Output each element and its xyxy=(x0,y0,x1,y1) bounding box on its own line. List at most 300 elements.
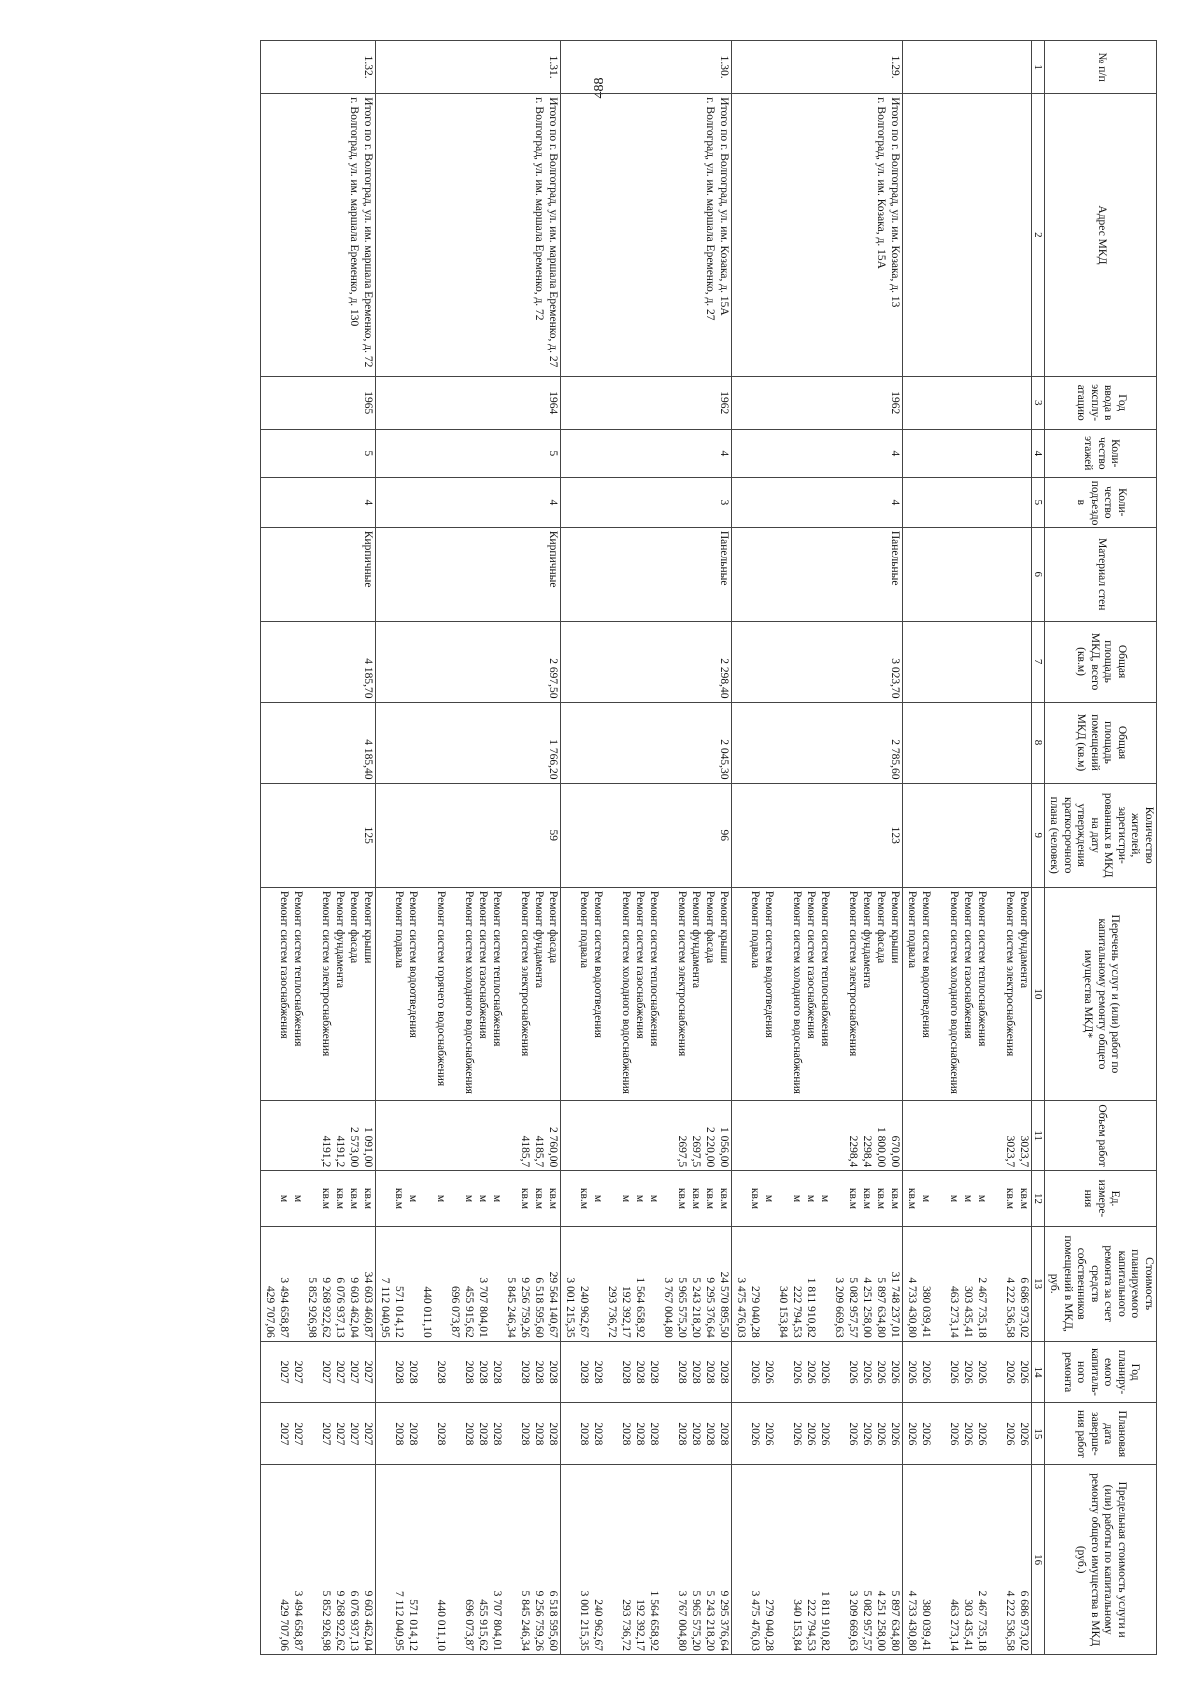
entrances: 4 xyxy=(731,477,902,527)
work-cost-line: 3 475 476,03 xyxy=(734,1277,747,1338)
work-cost-line: 571 014,12 xyxy=(392,1285,405,1338)
residents: 59 xyxy=(375,783,560,887)
work-name-line: Ремонт систем газоснабжения xyxy=(633,890,646,1039)
work-unit-line: м xyxy=(277,1194,290,1203)
repair-year-line: 2028 xyxy=(647,1360,660,1384)
header-residents: Количество жителей, зарегистри- рованных в МКД на дату утверждения краткосрочного плана (человек) xyxy=(1045,783,1157,887)
work-cost-line: 5 082 957,57 xyxy=(846,1277,859,1338)
work-cost-line: 9 268 922,62 xyxy=(319,1277,332,1338)
address-cell xyxy=(902,94,1031,376)
work-unit-line: кв.м xyxy=(703,1187,716,1210)
column-number: 12 xyxy=(1031,1171,1045,1226)
work-cost-line: 303 435,41 xyxy=(961,1285,974,1338)
column-number: 1 xyxy=(1031,41,1045,94)
limit-cost-line xyxy=(988,1468,1002,1651)
repair-year-line: 2026 xyxy=(762,1360,775,1384)
row-number: 1.30. xyxy=(560,41,731,94)
work-volume-line xyxy=(988,1104,1002,1167)
header-address: Адрес МКД xyxy=(1045,94,1157,376)
end-date-line: 2028 xyxy=(689,1422,702,1446)
limit-cost-line: 4 251 258,00 xyxy=(874,1590,887,1651)
work-unit-line: м xyxy=(476,1194,489,1203)
work-unit xyxy=(560,1171,731,1226)
work-volume-line: 3023,7 xyxy=(1003,1135,1016,1168)
work-unit-line xyxy=(988,1174,1002,1222)
work-unit-line: м xyxy=(762,1194,775,1203)
work-unit-line: м xyxy=(961,1194,974,1203)
work-unit-line: м xyxy=(919,1194,932,1203)
work-name-line: Ремонт фундамента xyxy=(860,890,873,989)
area-total: 2 697,50 xyxy=(375,621,560,702)
work-cost-line: 4 733 430,80 xyxy=(905,1277,918,1338)
work-name-line: Ремонт систем холодного водоснабжения xyxy=(790,890,803,1094)
work-volume-line xyxy=(590,1104,604,1167)
work-unit xyxy=(731,1171,902,1226)
work-unit-line: м xyxy=(947,1194,960,1203)
column-number: 11 xyxy=(1031,1100,1045,1170)
work-cost-line: 6 518 595,60 xyxy=(532,1277,545,1338)
work-cost-line: 3 209 669,63 xyxy=(832,1277,845,1338)
work-name-line: Ремонт фундамента xyxy=(689,890,702,989)
header-floors: Коли- чество этажей xyxy=(1045,429,1157,477)
work-name-line: Ремонт систем теплоснабжения xyxy=(647,890,660,1047)
work-cost-line: 9 256 759,26 xyxy=(518,1277,531,1338)
work-volume-line: 2298,4 xyxy=(860,1135,873,1168)
repair-year-line: 2028 xyxy=(675,1360,688,1384)
limit-cost-line: 696 073,87 xyxy=(462,1599,475,1651)
repair-year-line: 2026 xyxy=(961,1360,974,1384)
work-unit-line: м xyxy=(790,1194,803,1203)
work-name-line: Ремонт фундамента xyxy=(333,890,346,989)
work-name-line: Ремонт фасада xyxy=(703,890,716,964)
work-volume-line: 2 220,00 xyxy=(703,1127,716,1168)
floors: 5 xyxy=(375,429,560,477)
work-cost xyxy=(731,1226,902,1341)
repair-year-line xyxy=(304,1345,318,1400)
limit-cost-line: 3 209 669,63 xyxy=(846,1590,859,1651)
repair-year-line: 2026 xyxy=(818,1360,831,1384)
limit-cost-line: 6 686 973,02 xyxy=(1017,1590,1030,1651)
repair-year-line: 2026 xyxy=(888,1360,901,1384)
work-unit-line: м xyxy=(804,1194,817,1203)
address-cell xyxy=(375,94,560,376)
end-date-line xyxy=(660,1406,674,1461)
work-cost-line: 1 564 658,92 xyxy=(633,1277,646,1338)
limit-cost-line: 5 243 218,20 xyxy=(703,1590,716,1651)
repair-year-line xyxy=(831,1345,845,1400)
end-date-line: 2028 xyxy=(717,1422,730,1446)
work-name-line: Ремонт систем газоснабжения xyxy=(277,890,290,1039)
work-cost-line xyxy=(290,1230,304,1338)
work-cost-line: 5 897 634,80 xyxy=(874,1277,887,1338)
end-date-line: 2026 xyxy=(846,1422,859,1446)
work-cost-line: 5 243 218,20 xyxy=(689,1277,702,1338)
limit-cost-line: 2 467 735,18 xyxy=(975,1590,988,1651)
header-end-date: Плановая дата заверше- ния работ xyxy=(1045,1403,1157,1465)
work-unit-line: кв.м xyxy=(689,1187,702,1210)
repair-year-line: 2028 xyxy=(406,1360,419,1384)
column-number: 15 xyxy=(1031,1403,1045,1465)
limit-cost-line: 9 256 759,26 xyxy=(532,1590,545,1651)
repair-year-line: 2028 xyxy=(546,1360,559,1384)
end-date-line: 2027 xyxy=(291,1422,304,1446)
address-cell xyxy=(731,94,902,376)
work-cost-line: 293 736,72 xyxy=(605,1285,618,1338)
work-unit-line: м xyxy=(619,1194,632,1203)
header-limit-cost: Предельная стоимость услуги и (или) работы по капитальному ремонту общего имущества в МКД (руб.) xyxy=(1045,1465,1157,1655)
repair-year xyxy=(260,1341,375,1403)
work-unit-line: м xyxy=(818,1194,831,1203)
end-date-line: 2028 xyxy=(619,1422,632,1446)
work-unit-line: кв.м xyxy=(319,1187,332,1210)
work-name-line: Ремонт крыши xyxy=(888,890,901,964)
limit-cost-line: 9 295 376,64 xyxy=(717,1590,730,1651)
limit-cost-line: 4 733 430,80 xyxy=(905,1590,918,1651)
work-volume-line: 3023,7 xyxy=(1017,1135,1030,1168)
limit-cost-line: 6 076 937,13 xyxy=(347,1590,360,1651)
work-cost-line: 7 112 040,95 xyxy=(378,1277,391,1338)
repair-year-line: 2026 xyxy=(748,1360,761,1384)
header-entrances: Коли- чество подъездо в xyxy=(1045,477,1157,527)
work-unit-line: кв.м xyxy=(361,1187,374,1210)
page-number: 488 xyxy=(592,77,607,99)
column-number: 6 xyxy=(1031,527,1045,621)
area-total: 3 023,70 xyxy=(731,621,902,702)
column-number: 13 xyxy=(1031,1226,1045,1341)
limit-cost-line: 7 112 040,95 xyxy=(392,1591,405,1651)
work-volume-line xyxy=(974,1104,988,1167)
work-name xyxy=(560,887,731,1100)
end-date-line: 2026 xyxy=(762,1422,775,1446)
limit-cost-line: 463 273,14 xyxy=(947,1599,960,1651)
work-name-line: Ремонт крыши xyxy=(361,890,374,964)
end-date-line: 2026 xyxy=(874,1422,887,1446)
header-volume: Объем работ xyxy=(1045,1100,1157,1170)
year-built: 1965 xyxy=(260,376,375,429)
work-cost-line: 440 011,10 xyxy=(420,1286,433,1338)
work-unit-line: кв.м xyxy=(874,1187,887,1210)
repair-year xyxy=(560,1341,731,1403)
end-date-line: 2028 xyxy=(490,1422,503,1446)
end-date-line: 2026 xyxy=(888,1422,901,1446)
repair-year-line: 2026 xyxy=(860,1360,873,1384)
work-volume-line xyxy=(803,1104,817,1167)
work-unit-line: кв.м xyxy=(846,1187,859,1210)
limit-cost xyxy=(375,1465,560,1655)
repair-year-line: 2028 xyxy=(577,1360,590,1384)
work-unit-line: м xyxy=(434,1194,447,1203)
work-unit-line xyxy=(831,1174,845,1222)
repair-year-line: 2028 xyxy=(490,1360,503,1384)
work-name-line xyxy=(503,891,517,1097)
end-date xyxy=(731,1403,902,1465)
limit-cost-line xyxy=(304,1468,318,1651)
floors xyxy=(902,429,1031,477)
wall-material: Панельные xyxy=(560,527,731,621)
limit-cost-line: 3 001 215,35 xyxy=(577,1590,590,1651)
year-built xyxy=(902,376,1031,429)
total-label: Итого по г. Волгоград, ул. им. Козака, д. 15А xyxy=(717,97,730,316)
work-volume-line xyxy=(475,1104,489,1167)
table-row xyxy=(375,41,560,1655)
work-name-line: Ремонт систем теплоснабжения xyxy=(975,890,988,1047)
work-cost-line: 222 794,53 xyxy=(790,1285,803,1338)
work-name-line: Ремонт подвала xyxy=(392,890,405,969)
wall-material: Панельные xyxy=(731,527,902,621)
work-name xyxy=(260,887,375,1100)
header-repair-year: Год планиру- емого капиталь- ного ремонта xyxy=(1045,1341,1157,1403)
work-cost-line: 4 222 536,58 xyxy=(1003,1277,1016,1338)
work-cost-line: 463 273,14 xyxy=(947,1285,960,1338)
entrances: 4 xyxy=(375,477,560,527)
column-number: 3 xyxy=(1031,376,1045,429)
limit-cost-line: 9 268 922,62 xyxy=(333,1590,346,1651)
repair-year-line: 2028 xyxy=(619,1360,632,1384)
residents: 96 xyxy=(560,783,731,887)
work-name-line: Ремонт систем горячего водоснабжения xyxy=(434,890,447,1087)
work-volume xyxy=(260,1100,375,1170)
work-name xyxy=(731,887,902,1100)
header-wall-material: Материал стен xyxy=(1045,527,1157,621)
work-cost xyxy=(560,1226,731,1341)
end-date xyxy=(902,1403,1031,1465)
work-unit-line: кв.м xyxy=(717,1187,730,1210)
end-date-line: 2026 xyxy=(860,1422,873,1446)
limit-cost-line: 1 811 910,82 xyxy=(818,1591,831,1651)
header-num: № п/п xyxy=(1045,41,1157,94)
work-name-line: Ремонт систем теплоснабжения xyxy=(490,890,503,1047)
year-built: 1964 xyxy=(375,376,560,429)
work-cost-line: 1 811 910,82 xyxy=(804,1277,817,1338)
repair-year-line: 2028 xyxy=(689,1360,702,1384)
work-unit-line xyxy=(304,1174,318,1222)
end-date-line: 2027 xyxy=(347,1422,360,1446)
limit-cost-line: 1 564 658,92 xyxy=(647,1590,660,1651)
work-name-line: Ремонт подвала xyxy=(905,890,918,969)
limit-cost xyxy=(560,1465,731,1655)
limit-cost-line: 455 915,62 xyxy=(476,1599,489,1651)
area-premises: 4 185,40 xyxy=(260,702,375,783)
limit-cost-line: 3 767 004,80 xyxy=(675,1590,688,1651)
work-name-line: Ремонт подвала xyxy=(748,890,761,969)
repair-year-line: 2027 xyxy=(347,1360,360,1384)
work-unit xyxy=(902,1171,1031,1226)
work-volume-line xyxy=(276,1104,290,1167)
area-premises: 1 766,20 xyxy=(375,702,560,783)
limit-cost xyxy=(260,1465,375,1655)
end-date-line: 2028 xyxy=(647,1422,660,1446)
repair-year xyxy=(902,1341,1031,1403)
work-name-line xyxy=(304,891,318,1097)
row-number: 1.31. xyxy=(375,41,560,94)
work-volume-line: 1 800,00 xyxy=(874,1127,887,1168)
work-name xyxy=(902,887,1031,1100)
repair-year-line: 2028 xyxy=(532,1360,545,1384)
end-date-line: 2028 xyxy=(392,1422,405,1446)
repair-year-line xyxy=(660,1345,674,1400)
area-premises: 2 785,60 xyxy=(731,702,902,783)
work-volume-line xyxy=(290,1104,304,1167)
row-number: 1.32. xyxy=(260,41,375,94)
limit-cost-line: 3 475 476,03 xyxy=(748,1590,761,1651)
work-name-line: Ремонт систем теплоснабжения xyxy=(818,890,831,1047)
work-volume-line: 1 056,00 xyxy=(717,1127,730,1168)
limit-cost-line: 4 222 536,58 xyxy=(1003,1590,1016,1651)
repair-year xyxy=(731,1341,902,1403)
work-name-line: Ремонт крыши xyxy=(717,890,730,964)
work-cost-line: 5 852 926,98 xyxy=(305,1277,318,1338)
repair-year-line: 2026 xyxy=(947,1360,960,1384)
work-volume-line xyxy=(831,1104,845,1167)
row-number xyxy=(902,41,1031,94)
work-name-line xyxy=(660,891,674,1097)
work-volume xyxy=(731,1100,902,1170)
work-unit-line: м xyxy=(633,1194,646,1203)
repair-year-line: 2026 xyxy=(846,1360,859,1384)
year-built: 1962 xyxy=(560,376,731,429)
end-date-line: 2027 xyxy=(319,1422,332,1446)
repair-year-line: 2028 xyxy=(703,1360,716,1384)
column-number: 5 xyxy=(1031,477,1045,527)
limit-cost-line: 293 736,72 xyxy=(619,1599,632,1651)
work-volume-line xyxy=(419,1104,447,1167)
work-name-line: Ремонт фасада xyxy=(546,890,559,964)
repair-year-line: 2028 xyxy=(392,1360,405,1384)
work-name-line: Ремонт фасада xyxy=(874,890,887,964)
wall-material: Кирпичные xyxy=(260,527,375,621)
work-name-line xyxy=(988,891,1002,1097)
limit-cost xyxy=(731,1465,902,1655)
work-volume-line xyxy=(604,1104,632,1167)
limit-cost-line: 340 153,84 xyxy=(790,1599,803,1651)
work-cost-line: 5 845 246,34 xyxy=(504,1277,517,1338)
work-unit-line: кв.м xyxy=(347,1187,360,1210)
work-volume-line: 2298,4 xyxy=(846,1135,859,1168)
limit-cost-line: 303 435,41 xyxy=(961,1599,974,1651)
end-date-line: 2026 xyxy=(975,1422,988,1446)
repair-year-line: 2026 xyxy=(1003,1360,1016,1384)
end-date-line: 2028 xyxy=(633,1422,646,1446)
work-cost-line: 6 686 973,02 xyxy=(1017,1277,1030,1338)
repair-year-line: 2027 xyxy=(277,1360,290,1384)
end-date-line: 2028 xyxy=(591,1422,604,1446)
work-unit-line: м xyxy=(406,1194,419,1203)
repair-year-line: 2027 xyxy=(333,1360,346,1384)
residents xyxy=(902,783,1031,887)
work-cost-line: 3 001 215,35 xyxy=(563,1277,576,1338)
work-name-line: Ремонт систем водоотведения xyxy=(591,890,604,1038)
work-cost-line: 192 392,17 xyxy=(619,1285,632,1338)
work-name-line: Ремонт систем водоотведения xyxy=(919,890,932,1038)
repair-year xyxy=(375,1341,560,1403)
repair-year-line: 2027 xyxy=(291,1360,304,1384)
work-name-line: Ремонт систем газоснабжения xyxy=(476,890,489,1039)
total-cost: 29 564 140,67 xyxy=(546,1271,559,1338)
work-volume-line xyxy=(391,1104,405,1167)
work-volume-line xyxy=(447,1104,475,1167)
header-area-premises: Общая площадь помещений МКД (кв.м) xyxy=(1045,702,1157,783)
address-cell xyxy=(560,94,731,376)
work-cost-line: 6 076 937,13 xyxy=(333,1277,346,1338)
work-volume-line xyxy=(904,1104,918,1167)
end-date-line: 2028 xyxy=(406,1422,419,1446)
work-cost-line: 9 295 376,64 xyxy=(703,1277,716,1338)
end-date-line: 2026 xyxy=(947,1422,960,1446)
limit-cost-line: 380 039,41 xyxy=(919,1599,932,1651)
end-date-line: 2028 xyxy=(703,1422,716,1446)
end-date-line: 2026 xyxy=(790,1422,803,1446)
repair-year-line: 2028 xyxy=(717,1360,730,1384)
work-volume-line xyxy=(932,1104,960,1167)
column-number: 2 xyxy=(1031,94,1045,376)
header-row xyxy=(1045,41,1157,1655)
work-cost-line: 279 040,28 xyxy=(748,1285,761,1338)
work-cost-line xyxy=(817,1230,831,1338)
repair-year-line: 2026 xyxy=(1017,1360,1030,1384)
limit-cost-line: 5 897 634,80 xyxy=(888,1590,901,1651)
column-number: 10 xyxy=(1031,887,1045,1100)
work-cost-line: 3 494 658,87 xyxy=(277,1277,290,1338)
area-premises xyxy=(902,702,1031,783)
work-name-line: Ремонт систем газоснабжения xyxy=(804,890,817,1039)
work-name-line: Ремонт систем электроснабжения xyxy=(518,890,531,1057)
total-label: Итого по г. Волгоград, ул. им. маршала Еременко, д. 27 xyxy=(546,97,559,368)
end-date-line: 2028 xyxy=(476,1422,489,1446)
end-date xyxy=(375,1403,560,1465)
end-date-line xyxy=(988,1406,1002,1461)
work-unit-line: кв.м xyxy=(1017,1187,1030,1210)
work-cost-line: 455 915,62 xyxy=(462,1285,475,1338)
floors: 5 xyxy=(260,429,375,477)
work-name-line: Ремонт фасада xyxy=(347,890,360,964)
entrances: 3 xyxy=(560,477,731,527)
table-body xyxy=(260,41,1031,1655)
work-volume-line xyxy=(503,1104,517,1167)
limit-cost-line: 192 392,17 xyxy=(633,1599,646,1651)
column-number: 4 xyxy=(1031,429,1045,477)
end-date-line xyxy=(503,1406,517,1461)
header-works: Перечень услуг и (или) работ по капитальному ремонту общего имущества МКД* xyxy=(1045,887,1157,1100)
work-volume xyxy=(375,1100,560,1170)
work-cost-line: 9 603 462,04 xyxy=(347,1277,360,1338)
work-unit-line: м xyxy=(647,1194,660,1203)
limit-cost-line: 279 040,28 xyxy=(762,1599,775,1651)
end-date-line: 2027 xyxy=(277,1422,290,1446)
repair-year-line: 2027 xyxy=(319,1360,332,1384)
work-name-line: Ремонт систем водоотведения xyxy=(762,890,775,1038)
limit-cost-line: 571 014,12 xyxy=(406,1599,419,1651)
end-date-line: 2026 xyxy=(804,1422,817,1446)
header-unit: Ед. измере- ния xyxy=(1045,1171,1157,1226)
work-name-line: Ремонт систем газоснабжения xyxy=(961,890,974,1039)
limit-cost-line: 429 707,06 xyxy=(277,1599,290,1651)
header-year-built: Год ввода в эксплу- атацию xyxy=(1045,376,1157,429)
work-volume-line: 2 760,00 xyxy=(546,1127,559,1168)
work-unit-line: кв.м xyxy=(675,1187,688,1210)
column-number: 16 xyxy=(1031,1465,1045,1655)
end-date-line: 2028 xyxy=(675,1422,688,1446)
wall-material: Кирпичные xyxy=(375,527,560,621)
repair-year-line: 2028 xyxy=(633,1360,646,1384)
work-volume xyxy=(560,1100,731,1170)
entrances: 4 xyxy=(260,477,375,527)
work-cost-line: 3 767 004,80 xyxy=(661,1277,674,1338)
address-text: г. Волгоград, ул. им. Козака, д. 15А xyxy=(874,97,887,269)
work-name-line: Ремонт фундамента xyxy=(532,890,545,989)
work-volume xyxy=(902,1100,1031,1170)
end-date-line: 2028 xyxy=(462,1422,475,1446)
work-name-line: Ремонт подвала xyxy=(577,890,590,969)
